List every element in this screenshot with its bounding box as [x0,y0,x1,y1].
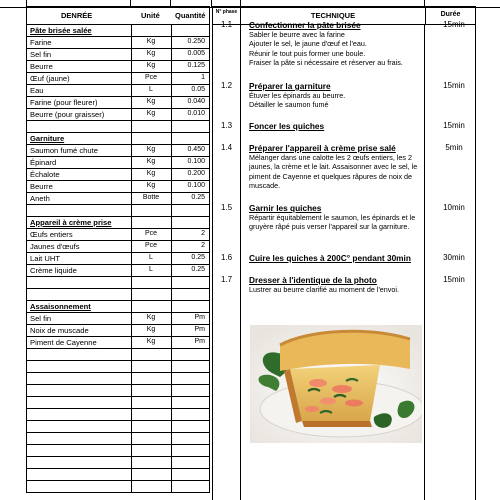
step-description: Lustrer au beurre clarifié au moment de l'envoi. [249,285,399,294]
ingredient-unit: Kg [146,170,156,177]
header-unite: Unité [141,11,160,20]
column-divider [131,445,132,456]
column-divider [171,373,172,384]
ingredient-row [26,349,210,361]
column-divider [131,409,132,420]
column-divider [131,361,132,372]
ingredient-row [26,193,210,205]
step-title: Préparer l'appareil à crème prise salé [249,143,396,153]
column-divider [171,325,172,336]
step-duration: 5min [445,143,463,152]
ingredient-unit: Botte [142,194,160,201]
ingredients-table [26,6,210,500]
header-technique: TECHNIQUE [310,11,356,20]
ingredient-qty: 0.250 [187,38,205,45]
column-divider [131,481,132,492]
ingredient-row [26,289,210,301]
ingredient-qty: 0.010 [187,110,205,117]
column-divider [171,313,172,324]
ingredient-unit: Kg [146,38,156,45]
column-divider [240,25,241,500]
ingredient-qty: Pm [194,314,205,321]
ingredient-qty: 0.200 [187,170,205,177]
ingredient-row [26,277,210,289]
column-divider [131,385,132,396]
ingredient-row [26,157,210,169]
ingredient-row [26,361,210,373]
ingredient-qty: 0.25 [191,266,205,273]
ingredient-row [26,49,210,61]
ingredient-row [26,373,210,385]
column-divider [171,409,172,420]
step-duration: 15min [443,81,465,90]
ingredient-unit: Kg [146,182,156,189]
ingredient-row [26,205,210,217]
ingredient-name: Saumon fumé chute [30,146,98,155]
column-divider [131,469,132,480]
ingredient-row [26,121,210,133]
ingredient-unit: Kg [146,314,156,321]
ingredient-unit: Kg [146,338,156,345]
ingredient-unit: Kg [146,62,156,69]
ingredient-qty: Pm [194,338,205,345]
step-title: Confectionner la pâte brisée [249,20,361,30]
column-divider [131,217,132,228]
column-divider [171,361,172,372]
ingredient-name: Œufs entiers [30,230,73,239]
ingredient-name: Échalote [30,170,60,179]
ingredient-unit: L [149,86,153,93]
ingredient-qty: 0.005 [187,50,205,57]
step-title: Préparer la garniture [249,81,331,91]
ingredient-section-row [26,217,210,229]
column-divider [131,205,132,216]
ingredient-qty: 2 [201,242,205,249]
ingredient-row [26,85,210,97]
step-description: Répartir équitablement le saumon, les épinards et le gruyère râpé puis verser l'appareil sur la garniture. [249,213,416,232]
ingredient-section-row [26,301,210,313]
column-divider [171,25,172,36]
column-divider [171,241,172,252]
ingredient-row [26,421,210,433]
ingredient-row [26,265,210,277]
ingredient-name: Garniture [30,134,65,143]
step-number: 1.3 [221,121,233,130]
step-description: Étuver les épinards au beurre. Détailler le saumon fumé [249,91,346,110]
column-divider [171,457,172,468]
ingredient-row [26,61,210,73]
ingredient-name: Eau [30,86,44,95]
column-divider [171,49,172,60]
column-divider [171,85,172,96]
ingredient-unit: Kg [146,146,156,153]
ingredient-name: Beurre [30,182,53,191]
ingredient-section-row [26,25,210,37]
ingredient-unit: L [149,254,153,261]
column-divider [171,349,172,360]
ingredient-unit: Kg [146,98,156,105]
ingredient-row [26,241,210,253]
ingredient-unit: Pce [144,230,158,237]
ingredient-qty: 0.450 [187,146,205,153]
ingredient-row [26,73,210,85]
column-divider [171,121,172,132]
step-number: 1.7 [221,275,233,284]
ingredient-name: Beurre [30,62,53,71]
ingredient-qty: 0.125 [187,62,205,69]
column-divider [171,169,172,180]
header-phase: N° phase [213,7,241,24]
ingredient-row [26,469,210,481]
top-strip-cell [0,0,27,7]
ingredient-qty: 0.040 [187,98,205,105]
step-number: 1.5 [221,203,233,212]
column-divider [131,373,132,384]
ingredient-row [26,325,210,337]
step-description: Sabler le beurre avec la farine Ajouter le sel, le jaune d'œuf et l'eau. Réunir le tout puis former une boule. Fraiser la pâte si nécessaire et réserver au frais. [249,30,403,68]
ingredient-unit: Kg [146,158,156,165]
ingredient-row [26,145,210,157]
step-duration: 10min [443,203,465,212]
ingredient-unit: Pce [144,74,158,81]
ingredient-row [26,433,210,445]
column-divider [171,145,172,156]
column-divider [131,301,132,312]
ingredient-name: Farine [30,38,52,47]
column-divider [171,385,172,396]
column-divider [171,181,172,192]
quiche-photo [250,325,422,443]
ingredient-row [26,169,210,181]
column-divider [171,337,172,348]
step-description: Mélanger dans une calotte les 2 œufs entiers, les 2 jaunes, la crème et le lait. Assaisonner avec le sel, le piment de Cayenne et quelques râpures de noix de muscade. [249,153,418,191]
column-divider [131,457,132,468]
column-divider [131,289,132,300]
column-divider [131,349,132,360]
column-divider [131,25,132,36]
column-divider [171,157,172,168]
ingredient-name: Beurre (pour graisser) [30,110,105,119]
ingredient-row [26,337,210,349]
ingredient-row [26,229,210,241]
step-title: Garnir les quiches [249,203,322,213]
column-divider [171,421,172,432]
ingredient-row [26,181,210,193]
step-title: Foncer les quiches [249,121,325,131]
column-divider [171,397,172,408]
ingredient-name: Sel fin [30,50,52,59]
column-divider [171,109,172,120]
ingredient-unit: Kg [146,110,156,117]
column-divider [171,289,172,300]
ingredient-row [26,109,210,121]
header-duree: Durée [425,7,475,24]
column-divider [131,277,132,288]
ingredient-qty: 0.100 [187,182,205,189]
ingredient-name: Sel fin [30,314,52,323]
ingredient-unit: L [149,266,153,273]
step-number: 1.4 [221,143,233,152]
ingredient-name: Piment de Cayenne [30,338,97,347]
column-divider [171,61,172,72]
ingredient-name: Noix de muscade [30,326,89,335]
step-duration: 30min [443,253,465,262]
step-number: 1.6 [221,253,233,262]
column-divider [131,397,132,408]
column-divider [171,37,172,48]
column-divider [171,433,172,444]
column-divider [171,73,172,84]
ingredient-name: Farine (pour fleurer) [30,98,98,107]
column-divider [171,229,172,240]
ingredient-row [26,313,210,325]
column-divider [171,469,172,480]
ingredient-name: Appareil à crème prise [30,218,112,227]
column-divider [171,133,172,144]
column-divider [131,433,132,444]
ingredient-qty: 0.100 [187,158,205,165]
column-divider [171,301,172,312]
step-duration: 15min [443,20,465,29]
column-divider [171,265,172,276]
ingredient-qty: 0.25 [191,254,205,261]
step-number: 1.1 [221,20,233,29]
column-divider [131,121,132,132]
ingredient-row [26,457,210,469]
column-divider [171,97,172,108]
step-duration: 15min [443,121,465,130]
column-divider [171,217,172,228]
ingredient-qty: 2 [201,230,205,237]
ingredient-unit: Pce [144,242,158,249]
column-divider [171,193,172,204]
column-divider [171,445,172,456]
ingredient-row [26,481,210,493]
ingredient-qty: 1 [201,74,205,81]
ingredient-row [26,397,210,409]
ingredient-name: Épinard [30,158,57,167]
ingredient-row [26,253,210,265]
step-title: Dresser à l'identique de la photo [249,275,377,285]
column-divider [171,277,172,288]
header-quantite: Quantité [175,11,206,20]
column-divider [131,421,132,432]
ingredients-rows [26,25,210,493]
ingredient-name: Jaunes d'œufs [30,242,80,251]
step-title: Cuire les quiches à 200C° pendant 30min [249,253,411,263]
ingredient-unit: Kg [146,326,156,333]
ingredient-row [26,385,210,397]
column-divider [171,205,172,216]
column-divider [171,253,172,264]
ingredient-unit: Kg [146,50,156,57]
ingredient-name: Assaisonnement [30,302,91,311]
ingredient-row [26,409,210,421]
ingredient-name: Aneth [30,194,50,203]
step-number: 1.2 [221,81,233,90]
ingredient-row [26,97,210,109]
column-divider [131,133,132,144]
ingredient-section-row [26,133,210,145]
ingredient-qty: 0.25 [191,194,205,201]
ingredient-name: Œuf (jaune) [30,74,70,83]
step-duration: 15min [443,275,465,284]
ingredient-row [26,445,210,457]
header-denree: DENRÉE [61,11,93,20]
ingredient-name: Crème liquide [30,266,77,275]
column-divider [171,481,172,492]
ingredient-name: Lait UHT [30,254,60,263]
ingredient-row [26,37,210,49]
ingredient-name: Pâte brisée salée [30,26,92,35]
ingredients-header [26,6,210,25]
ingredient-qty: 0.05 [191,86,205,93]
ingredient-qty: Pm [194,326,205,333]
